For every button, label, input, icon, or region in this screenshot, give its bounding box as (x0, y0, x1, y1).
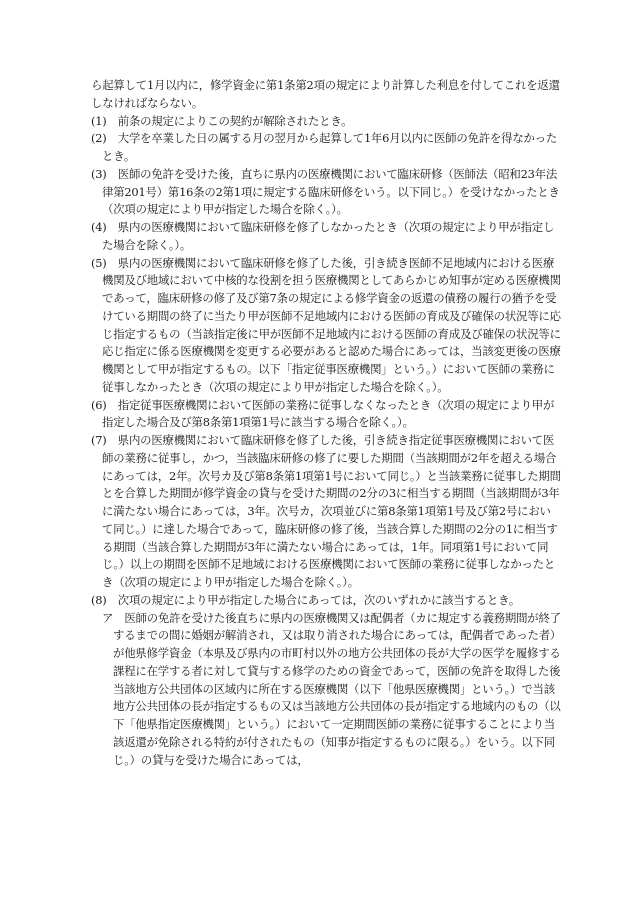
clause-number: (4) (91, 220, 107, 234)
sub-clause-text: 医師の免許を受けた後直ちに県内の医療機関又は配偶者（カに規定する義務期間が終了するまでの間に婚姻が解消され，又は取り消された場合にあっては，配偶者であった者）が他県修学資金（本県及び県内の市町村以外の地方公共団体の長が大学の医学を履修する課程に在学する者に対して貸与する修学のための資金であって，医師の免許を取得した後当該地方公共団体の区域内に所在する医療機関（以下「他県医療機関」という。）で当該地方公共団体の長が指定するもの又は当該地方公共団体の長が指定する地域内のもの（以下「他県指定医療機関」という。）において一定期間医師の業務に従事することにより当該返還が免除される特約が付されたもの（知事が指定するものに限る。）をいう。以下同じ。）の貸与を受けた場合にあっては， (113, 610, 561, 767)
clause-item (91, 255, 561, 397)
clause-number: (5) (91, 255, 107, 270)
clause-number: (3) (91, 166, 107, 181)
clause-item (91, 397, 561, 433)
clause-item (91, 432, 561, 592)
sub-clause-item (91, 610, 561, 770)
clause-number: (2) (91, 131, 107, 146)
clause-number: (6) (91, 397, 107, 412)
clause-item (91, 113, 561, 131)
clause-text: 県内の医療機関において臨床研修を修了した後，引き続き指定従事医療機関において医師の業務に従事し，かつ，当該臨床研修の修了に要した期間（当該期間が2年を超える場合にあっては，2年。次号カ及び第8条第1項第1号において同じ。）と当該業務に従事した期間とを合算した期間が修学資金の貸与を受けた期間の2分の3に相当する期間（当該期間が3年に満たない場合にあっては，3年。次号カ，次項並びに第8条第1項第1号及び第2号において同じ。）に達した場合であって，臨床研修の修了後，当該合算した期間の2分の1に相当する期間（当該合算した期間が3年に満たない場合にあっては，1年。同項第1号において同じ。）以上の期間を医師不足地域における医療機関において医師の業務に従事しなかったとき（次項の規定により甲が指定した場合を除く。）。 (102, 433, 561, 589)
clause-text: 次項の規定により甲が指定した場合にあっては，次のいずれかに該当するとき。 (117, 592, 521, 607)
clause-item (91, 219, 561, 255)
clause-text: 大学を卒業した日の属する月の翌月から起算して1年6月以内に医師の免許を得なかったとき。 (102, 131, 558, 163)
clause-number: (1) (91, 113, 107, 128)
lead-paragraph: ら起算して1月以内に，修学資金に第1条第2項の規定により計算した利息を付してこれを返還しなければならない。 (91, 78, 560, 110)
clause-number: (8) (91, 592, 107, 607)
clause-item (91, 592, 561, 610)
clause-item (91, 130, 561, 166)
clause-text: 県内の医療機関において臨床研修を修了した後，引き続き医師不足地域内における医療機関及び地域において中核的な役割を担う医療機関としてあらかじめ知事が定める医療機関であって，臨床研修の修了及び第7条の規定による修学資金の返還の債務の履行の猶予を受けている期間の終了に当たり甲が医師不足地域内における医師の育成及び確保の状況等に応じ指定するもの（当該指定後に甲が医師不足地域内における医師の育成及び確保の状況等に応じ指定に係る医療機関を変更する必要があると認めた場合にあっては，当該変更後の医療機関として甲が指定するもの。以下「指定従事医療機関」という。）において医師の業務に従事しなかったとき（次項の規定により甲が指定した場合を除く。）。 (102, 255, 561, 394)
sub-clause-marker: ア (102, 610, 114, 625)
clause-text: 医師の免許を受けた後，直ちに県内の医療機関において臨床研修（医師法（昭和23年法律第201号）第16条の2第1項に規定する臨床研修をいう。以下同じ。）を受けなかったとき（次項の規定により甲が指定した場合を除く。）。 (102, 166, 560, 217)
clause-text: 前条の規定によりこの契約が解除されたとき。 (117, 113, 353, 128)
clause-text: 県内の医療機関において臨床研修を修了しなかったとき（次項の規定により甲が指定した場合を除く。）。 (102, 220, 555, 252)
document-body (91, 77, 561, 769)
clause-text: 指定従事医療機関において医師の業務に従事しなくなったとき（次項の規定により甲が指定した場合及び第8条第1項第1号に該当する場合を除く。）。 (102, 397, 555, 430)
clause-number: (7) (91, 433, 107, 447)
clause-item (91, 166, 561, 219)
